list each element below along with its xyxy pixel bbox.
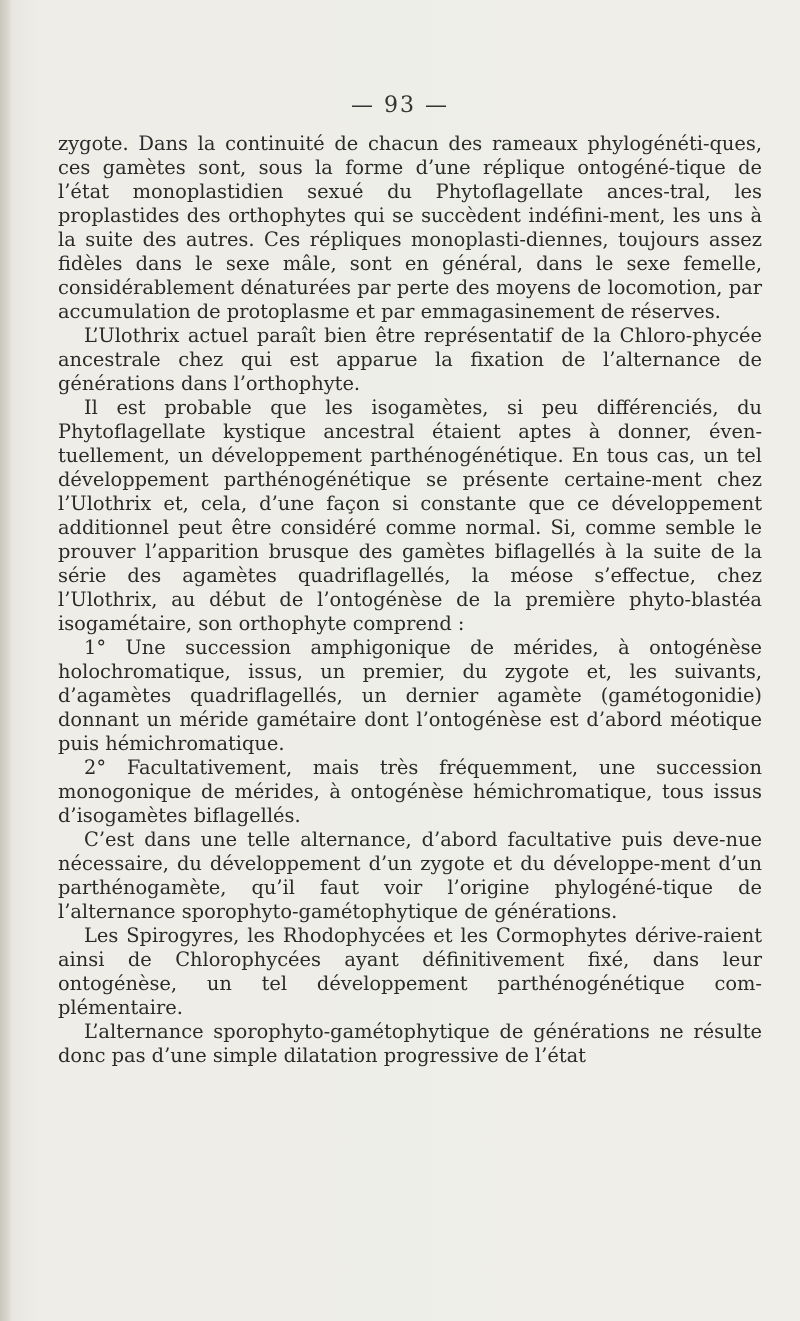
paragraph-5: 2° Facultativement, mais très fréquemment, une succession monogonique de mérides, à ontogénèse hémichromatique, tous issus d’isogamètes biflagellés. — [58, 756, 762, 827]
paragraph-1: zygote. Dans la continuité de chacun des rameaux phylogénéti-ques, ces gamètes sont, sous la forme d’une réplique ontogéné-tique de l’état monoplastidien sexué du Phytoflagellate ances-tral, les proplastides des orthophytes qui se succèdent indéfini-ment, les uns à la suite des autres. Ces répliques monoplasti-diennes, toujours assez fidèles dans le sexe mâle, sont en général, dans le sexe femelle, considérablement dénaturées par perte des moyens de locomotion, par accumulation de protoplasme et par emmagasinement de réserves. — [58, 132, 762, 323]
paragraph-4: 1° Une succession amphigonique de mérides, à ontogénèse holochromatique, issus, un premier, du zygote et, les suivants, d’agamètes quadriflagellés, un dernier agamète (gamétogonidie) donnant un méride gamétaire dont l’ontogénèse est d’abord méotique puis hémichromatique. — [58, 636, 762, 755]
paragraph-3: Il est probable que les isogamètes, si peu différenciés, du Phytoflagellate kystique ancestral étaient aptes à donner, éven-tuellement, un développement parthénogénétique. En tous cas, un tel développement parthénogénétique se présente certaine-ment chez l’Ulothrix et, cela, d’une façon si constante que ce développement additionnel peut être considéré comme normal. Si, comme semble le prouver l’apparition brusque des gamètes biflagellés à la suite de la série des agamètes quadriflagellés, la méose s’effectue, chez l’Ulothrix, au début de l’ontogénèse de la première phyto-blastéa isogamétaire, son orthophyte comprend : — [58, 396, 762, 635]
page-binding-edge — [0, 0, 10, 1321]
body-text — [58, 132, 762, 1068]
paragraph-7: Les Spirogyres, les Rhodophycées et les Cormophytes dérive-raient ainsi de Chlorophycées ayant définitivement fixé, dans leur ontogénèse, un tel développement parthénogénétique com-plémentaire. — [58, 924, 762, 1019]
page-number: — 93 — — [351, 93, 449, 118]
paragraph-2: L’Ulothrix actuel paraît bien être représentatif de la Chloro-phycée ancestrale chez qui est apparue la fixation de l’alternance de générations dans l’orthophyte. — [58, 324, 762, 395]
paragraph-6: C’est dans une telle alternance, d’abord facultative puis deve-nue nécessaire, du développement d’un zygote et du développe-ment d’un parthénogamète, qu’il faut voir l’origine phylogéné-tique de l’alternance sporophyto-gamétophytique de générations. — [58, 828, 762, 923]
paragraph-8: L’alternance sporophyto-gamétophytique de générations ne résulte donc pas d’une simple dilatation progressive de l’état — [58, 1020, 762, 1067]
